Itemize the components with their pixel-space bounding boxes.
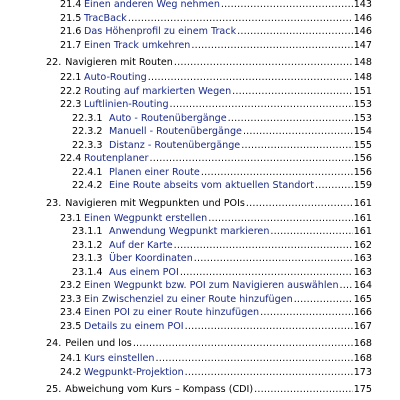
toc-entry-number: 23.4 [60, 307, 82, 318]
toc-entry-number: 22.3 [60, 99, 82, 110]
toc-entry-number: 23.2 [60, 280, 82, 291]
toc-entry-number: 23.3 [60, 293, 82, 305]
toc-leader-dots [340, 279, 353, 293]
toc-entry-page: 161 [353, 226, 372, 237]
toc-leader-dots [128, 12, 353, 26]
toc-entry-number: 21.7 [60, 39, 82, 51]
toc-leader-dots [270, 225, 352, 239]
toc-entry-page: 146 [353, 26, 372, 37]
toc-entry-number: 22.2 [60, 85, 82, 97]
toc-entry-page: 148 [353, 72, 372, 83]
toc-entry-number: 24.1 [60, 353, 82, 364]
toc-entry-page: 156 [353, 166, 372, 178]
toc-entry[interactable] [0, 85, 400, 99]
toc-leader-dots [315, 179, 353, 193]
toc-entry-title[interactable]: Luftlinien-Routing [84, 99, 169, 110]
toc-entry-title[interactable]: Einen Wegpunkt erstellen [84, 212, 208, 224]
toc-entry-title[interactable]: Ein Zwischenziel zu einer Route hinzufügen [84, 293, 293, 305]
toc-entry-page: 168 [353, 338, 372, 349]
toc-leader-dots [191, 39, 352, 53]
toc-entry-title[interactable]: Eine Route abseits vom aktuellen Standort [109, 180, 314, 191]
toc-entry-title[interactable]: Routenplaner [84, 153, 149, 164]
toc-entry[interactable] [0, 25, 400, 39]
toc-entry[interactable] [0, 12, 400, 26]
toc-leader-dots [208, 212, 352, 226]
toc-leader-dots [180, 266, 353, 280]
toc-subentry[interactable] [0, 139, 400, 153]
toc-entry-title[interactable]: Über Koordinaten [109, 253, 193, 264]
toc-leader-dots [194, 252, 353, 266]
toc-entry-number: 22.4.1 [72, 166, 103, 178]
toc-entry-page: 154 [353, 126, 372, 137]
toc-entry-title[interactable]: Navigieren mit Routen [65, 57, 173, 68]
toc-entry-number: 23.1.2 [72, 239, 103, 251]
toc-entry-title[interactable]: Das Höhenprofil zu einem Track [84, 26, 237, 37]
toc-entry-number: 22.3.1 [72, 112, 103, 124]
toc-leader-dots [241, 139, 352, 153]
toc-entry-title[interactable]: Anwendung Wegpunkt markieren [109, 226, 270, 237]
toc-entry-page: 155 [353, 139, 372, 151]
toc-subentry[interactable] [0, 239, 400, 253]
toc-leader-dots [228, 112, 353, 126]
toc-entry-page: 165 [353, 293, 372, 305]
toc-entry-number: 21.4 [60, 0, 82, 10]
toc-entry-page: 153 [353, 112, 372, 124]
toc-entry-number: 23.1.1 [72, 226, 103, 237]
toc-entry-number: 23.1.3 [72, 253, 103, 264]
toc-entry[interactable] [0, 366, 400, 380]
toc-subentry[interactable] [0, 266, 400, 280]
toc-entry[interactable] [0, 152, 400, 166]
toc-entry-title[interactable]: Auf der Karte [109, 239, 173, 251]
toc-entry-title[interactable]: Navigieren mit Wegpunkten und POIs [65, 197, 245, 209]
toc-entry[interactable] [0, 293, 400, 307]
toc-entry-page: 161 [353, 212, 372, 224]
toc-entry-number: 24. [46, 338, 62, 349]
toc-entry-title[interactable]: Auto-Routing [84, 72, 147, 83]
toc-leader-dots [260, 306, 353, 320]
toc-chapter-entry[interactable] [0, 56, 400, 70]
toc-leader-dots [294, 293, 353, 307]
toc-entry-title[interactable]: Auto - Routenübergänge [109, 112, 227, 124]
toc-entry[interactable] [0, 212, 400, 226]
toc-entry-page: 167 [353, 320, 372, 332]
toc-entry-page: 173 [353, 366, 372, 378]
toc-entry-number: 21.6 [60, 26, 82, 37]
toc-leader-dots [148, 71, 353, 85]
toc-entry-title[interactable]: Planen einer Route [109, 166, 200, 178]
toc-entry-number: 23. [46, 197, 62, 209]
toc-entry[interactable] [0, 71, 400, 85]
toc-subentry[interactable] [0, 225, 400, 239]
toc-entry-number: 25. [46, 384, 62, 395]
toc-entry-title[interactable]: Einen anderen Weg nehmen [84, 0, 220, 10]
toc-entry[interactable] [0, 279, 400, 293]
toc-entry[interactable] [0, 98, 400, 112]
toc-entry-page: 156 [353, 153, 372, 164]
toc-entry[interactable] [0, 306, 400, 320]
toc-subentry[interactable] [0, 179, 400, 193]
toc-entry[interactable] [0, 0, 400, 12]
toc-chapter-entry[interactable] [0, 383, 400, 397]
toc-entry-number: 22. [46, 57, 62, 68]
toc-entry-title[interactable]: Einen Wegpunkt bzw. POI zum Navigieren auswählen [84, 280, 339, 291]
toc-entry-page: 161 [353, 197, 372, 209]
toc-entry-title[interactable]: Distanz - Routenübergänge [109, 139, 241, 151]
toc-subentry[interactable] [0, 112, 400, 126]
toc-leader-dots [185, 320, 353, 334]
toc-entry-number: 24.2 [60, 366, 82, 378]
toc-entry-number: 23.5 [60, 320, 82, 332]
toc-entry-page: 163 [353, 253, 372, 264]
toc-leader-dots [221, 0, 353, 12]
toc-entry-page: 162 [353, 239, 372, 251]
toc-leader-dots [243, 125, 353, 139]
toc-entry-title[interactable]: TracBack [84, 12, 127, 24]
toc-leader-dots [254, 383, 353, 397]
toc-entry-number: 22.3.3 [72, 139, 103, 151]
toc-entry-number: 22.4 [60, 153, 82, 164]
toc-entry-page: 153 [353, 99, 372, 110]
toc-entry-title[interactable]: Einen POI zu einer Route hinzufügen [84, 307, 260, 318]
toc-entry-number: 23.1 [60, 212, 82, 224]
toc-chapter-entry[interactable] [0, 197, 400, 211]
toc-entry-page: 159 [353, 180, 372, 191]
toc-entry-page: 143 [353, 0, 372, 10]
toc-subentry[interactable] [0, 166, 400, 180]
toc-entry-title[interactable]: Einen Track umkehren [84, 39, 191, 51]
toc-leader-dots [174, 56, 353, 70]
toc-leader-dots [237, 25, 353, 39]
toc-subentry[interactable] [0, 252, 400, 266]
toc-entry-title[interactable]: Peilen und los [65, 338, 132, 349]
toc-entry[interactable] [0, 320, 400, 334]
toc-entry-page: 147 [353, 39, 372, 51]
toc-chapter-entry[interactable] [0, 337, 400, 351]
toc-entry-page: 164 [353, 280, 372, 291]
toc-leader-dots [185, 366, 353, 380]
toc-leader-dots [156, 352, 353, 366]
toc-entry[interactable] [0, 39, 400, 53]
toc-subentry[interactable] [0, 125, 400, 139]
toc-entry-title[interactable]: Manuell - Routenübergänge [109, 126, 242, 137]
toc-leader-dots [150, 152, 353, 166]
toc-entry-number: 22.3.2 [72, 126, 103, 137]
toc-leader-dots [232, 85, 353, 99]
toc-entry-title[interactable]: Abweichung vom Kurs – Kompass (CDI) [65, 384, 254, 395]
toc-entry[interactable] [0, 352, 400, 366]
toc-entry-number: 23.1.4 [72, 266, 103, 278]
toc-entry-number: 22.1 [60, 72, 82, 83]
toc-entry-page: 175 [353, 384, 372, 395]
toc-leader-dots [246, 197, 353, 211]
toc-entry-number: 21.5 [60, 12, 82, 24]
toc-entry-title[interactable]: Aus einem POI [109, 266, 179, 278]
toc-entry-page: 168 [353, 353, 372, 364]
toc-entry-title[interactable]: Routing auf markierten Wegen [84, 85, 232, 97]
toc-entry-title[interactable]: Wegpunkt-Projektion [84, 366, 184, 378]
toc-entry-page: 151 [353, 85, 372, 97]
toc-entry-page: 163 [353, 266, 372, 278]
toc-entry-page: 146 [353, 12, 372, 24]
toc-entry-title[interactable]: Kurs einstellen [84, 353, 155, 364]
toc-entry-title[interactable]: Details zu einem POI [84, 320, 184, 332]
toc-leader-dots [170, 98, 353, 112]
toc-entry-number: 22.4.2 [72, 180, 103, 191]
toc-entry-page: 148 [353, 57, 372, 68]
toc-entry-page: 166 [353, 307, 372, 318]
toc-leader-dots [174, 239, 353, 253]
toc-leader-dots [133, 337, 353, 351]
toc-leader-dots [201, 166, 353, 180]
